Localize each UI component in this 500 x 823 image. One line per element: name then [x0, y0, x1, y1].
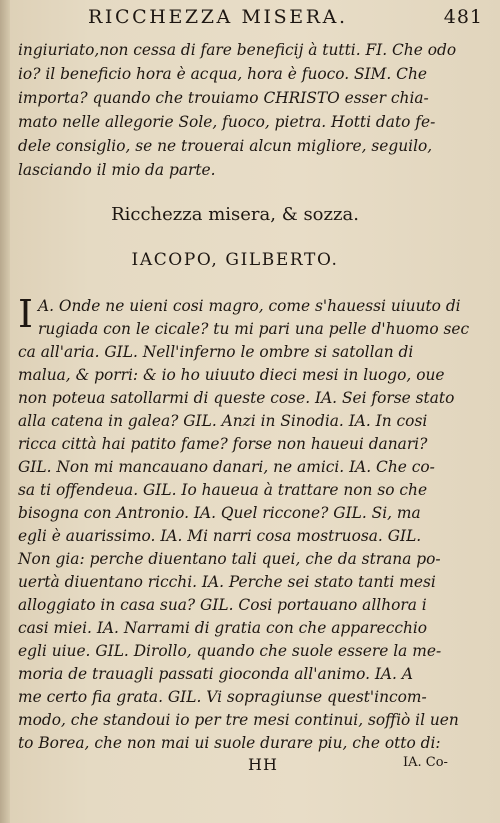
text-line: io? il beneficio hora è acqua, hora è fuoco. SIM. Che — [18, 65, 427, 83]
text-line: uertà diuentano ricchi. IA. Perche sei stato tanti mesi — [18, 573, 436, 591]
text-line: alloggiato in casa sua? GIL. Cosi portauano allhora i — [18, 596, 427, 614]
text-line: bisogna con Antronio. IA. Quel riccone? GIL. Si, ma — [18, 504, 421, 522]
dialogue-block — [18, 292, 488, 756]
signature-mark: HH — [248, 755, 278, 774]
text-line: egli uiue. GIL. Dirollo, quando che suole essere la me- — [18, 642, 442, 660]
page-gutter-shadow — [0, 0, 10, 823]
speakers-title: IACOPO, GILBERTO. — [131, 250, 339, 270]
text-line: importa? quando che trouiamo CHRISTO esser chia- — [18, 89, 429, 107]
text-line: dele consiglio, se ne trouerai alcun migliore, seguilo, — [18, 137, 433, 155]
running-title: RICCHEZZA MISERA. — [88, 6, 348, 28]
text-line: malua, & porri: & io ho uiuuto dieci mesi in luogo, oue — [18, 366, 445, 384]
text-line: modo, che standoui io per tre mesi continui, soffiò il uen — [18, 711, 459, 729]
text-line: alla catena in galea? GIL. Anzi in Sinodia. IA. In cosi — [18, 412, 428, 430]
text-line: mato nelle allegorie Sole, fuoco, pietra. Hotti dato fe- — [18, 113, 436, 131]
text-line: lasciando il mio da parte. — [18, 161, 216, 179]
text-line: casi miei. IA. Narrami di gratia con che apparecchio — [18, 619, 428, 637]
text-line: A. Onde ne uieni cosi magro, come s'hauessi uiuuto di — [38, 297, 461, 315]
text-block-top — [18, 40, 488, 180]
page-number: 481 — [443, 6, 483, 28]
text-line: ca all'aria. GIL. Nell'inferno le ombre si satollan di — [18, 343, 414, 361]
text-line: egli è auarissimo. IA. Mi narri cosa mostruosa. GIL. — [18, 527, 422, 545]
text-line: moria de trauagli passati gioconda all'animo. IA. A — [18, 665, 413, 683]
text-line: ingiuriato,non cessa di fare beneficij à tutti. FI. Che odo — [18, 41, 457, 59]
text-line: ricca città hai patito fame? forse non haueui danari? — [18, 435, 428, 453]
text-line: GIL. Non mi mancauano danari, ne amici. IA. Che co- — [18, 458, 435, 476]
text-line: me certo fia grata. GIL. Vi sopragiunse quest'incom- — [18, 688, 427, 706]
text-line: to Borea, che non mai ui suole durare piu, che otto di: — [18, 734, 441, 752]
catchword: IA. Co- — [403, 755, 448, 770]
text-line: non poteua satollarmi di queste cose. IA. Sei forse stato — [18, 389, 455, 407]
drop-cap: I — [18, 292, 34, 336]
text-line: sa ti offendeua. GIL. Io haueua à trattare non so che — [18, 481, 428, 499]
page-header — [88, 6, 483, 32]
section-title: Ricchezza misera, & sozza. — [111, 204, 359, 225]
text-line: Non gia: perche diuentano tali quei, che da strana po- — [18, 550, 441, 568]
text-line: rugiada con le cicale? tu mi pari una pelle d'huomo sec — [38, 320, 470, 338]
